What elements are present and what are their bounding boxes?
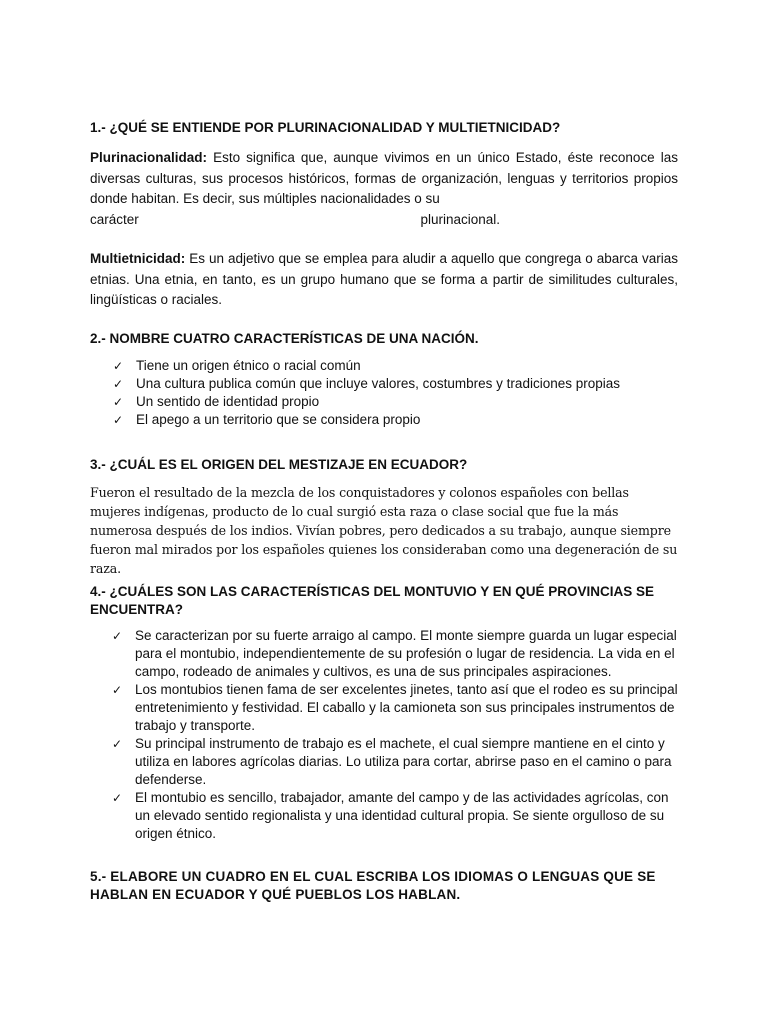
question-4-heading: 4.- ¿CUÁLES SON LAS CARACTERÍSTICAS DEL MONTUVIO Y EN QUÉ PROVINCIAS SE ENCUENTRA? [90,584,655,617]
list-item: ✓ Los montubios tienen fama de ser excelentes jinetes, tanto así que el rodeo es su principal entretenimiento y festividad. El caballo y la camioneta son sus principales instrumentos de trabajo y transporte. [112,682,678,733]
multietnicidad-term: Multietnicidad: [90,251,186,266]
plurinacionalidad-word-plurinacional: plurinacional. [420,211,500,227]
question-5-heading: 5.- ELABORE UN CUADRO EN EL CUAL ESCRIBA LOS IDIOMAS O LENGUAS QUE SE HABLAN EN ECUADOR Y QUÉ PUEBLOS LOS HABLAN. [90,869,656,902]
question-2-heading: 2.- NOMBRE CUATRO CARACTERÍSTICAS DE UNA NACIÓN. [90,331,479,346]
checkmark-icon: ✓ [113,413,124,427]
checkmark-icon: ✓ [112,683,123,697]
checkmark-icon: ✓ [113,395,124,409]
list-item: ✓ Se caracterizan por su fuerte arraigo al campo. El monte siempre guarda un lugar especial para el montubio, independientemente de su profesión o lugar de residencia. La vida en el campo, rodeado de animales y cultivos, es una de sus principales aspiraciones. [112,628,677,679]
checkmark-icon: ✓ [112,629,123,643]
plurinacionalidad-last-line [90,210,678,231]
checkmark-icon: ✓ [112,737,123,751]
checkmark-icon: ✓ [112,791,123,805]
checkmark-icon: ✓ [113,359,124,373]
list-item: ✓ Una cultura publica común que incluye valores, costumbres y tradiciones propias [113,376,620,391]
list-item: ✓ El apego a un territorio que se considera propio [113,412,421,427]
plurinacionalidad-text: Esto significa que, aunque vivimos en un único Estado, éste reconoce las diversas culturas, sus procesos históricos, formas de organización, lenguas y territorios propios donde habitan. Es decir, sus múltiples nacionalidades o su [90,150,678,206]
list-item: ✓ Tiene un origen étnico o racial común [113,358,361,373]
plurinacionalidad-term: Plurinacionalidad: [90,150,208,165]
multietnicidad-text: Es un adjetivo que se emplea para aludir a aquello que congrega o abarca varias etnias. Una etnia, en tanto, es un grupo humano que se forma a partir de similitudes culturales, lingüísticas o raciales. [90,251,678,307]
multietnicidad-paragraph [90,249,678,311]
list-item: ✓ El montubio es sencillo, trabajador, amante del campo y de las actividades agrícolas, con un elevado sentido regionalista y una identidad cultural propia. Se siente orgulloso de su origen étnico. [112,790,669,841]
plurinacionalidad-paragraph [90,148,678,230]
plurinacionalidad-word-caracter: carácter [90,211,139,227]
montuvio-characteristics-list [112,627,678,843]
question-1-heading: 1.- ¿QUÉ SE ENTIENDE POR PLURINACIONALIDAD Y MULTIETNICIDAD? [90,120,561,135]
list-item: ✓ Su principal instrumento de trabajo es el machete, el cual siempre mantiene en el cinto y utiliza en labores agrícolas diarias. Lo utiliza para cortar, abrirse paso en el camino o para defenderse. [112,736,672,787]
question-3-heading: 3.- ¿CUÁL ES EL ORIGEN DEL MESTIZAJE EN ECUADOR? [90,457,468,472]
mestizaje-paragraph: Fueron el resultado de la mezcla de los conquistadores y colonos españoles con bellas mujeres indígenas, producto de lo cual surgió esta raza o clase social que fue la más numerosa después de los indios. Vivían pobres, pero dedicados a su trabajo, aunque siempre fueron mal mirados por los españoles quienes los consideraban como una degeneración de su raza. [90,485,678,576]
checkmark-icon: ✓ [113,377,124,391]
list-item: ✓ Un sentido de identidad propio [113,394,320,409]
nation-characteristics-list [113,357,678,429]
